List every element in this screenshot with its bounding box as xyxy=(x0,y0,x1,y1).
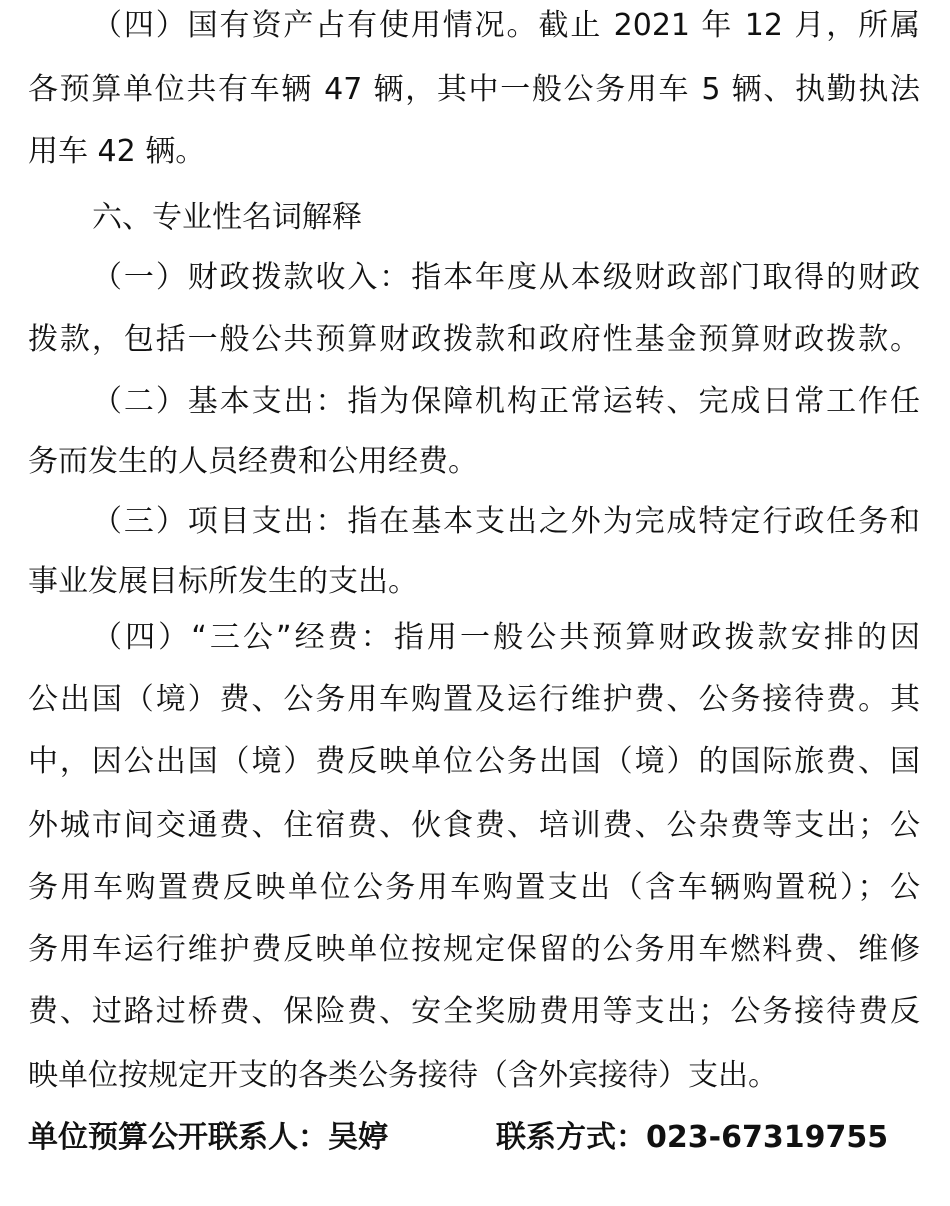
text-line-15: 务用车购置费反映单位公务用车购置支出（含车辆购置税）；公 xyxy=(28,870,920,905)
text-line-1: （四）国有资产占有使用情况。截止 2021 年 12 月，所属 xyxy=(92,8,920,43)
text-line-12: 公出国（境）费、公务用车购置及运行维护费、公务接待费。其 xyxy=(28,682,920,717)
contact-phone: 联系方式：023-67319755 xyxy=(496,1120,889,1155)
text-line-13: 中，因公出国（境）费反映单位公务出国（境）的国际旅费、国 xyxy=(28,744,920,779)
text-line-6: 拨款，包括一般公共预算财政拨款和政府性基金预算财政拨款。 xyxy=(28,322,920,357)
text-line-2: 各预算单位共有车辆 47 辆，其中一般公务用车 5 辆、执勤执法 xyxy=(28,72,920,107)
text-line-5: （一）财政拨款收入：指本年度从本级财政部门取得的财政 xyxy=(92,260,920,295)
text-line-17: 费、过路过桥费、保险费、安全奖励费用等支出；公务接待费反 xyxy=(28,994,920,1029)
text-line-7: （二）基本支出：指为保障机构正常运转、完成日常工作任 xyxy=(92,384,920,419)
text-line-16: 务用车运行维护费反映单位按规定保留的公务用车燃料费、维修 xyxy=(28,932,920,967)
text-line-10: 事业发展目标所发生的支出。 xyxy=(28,564,418,599)
text-line-8: 务而发生的人员经费和公用经费。 xyxy=(28,444,478,479)
contact-person: 单位预算公开联系人：吴婷 xyxy=(28,1120,388,1155)
text-line-9: （三）项目支出：指在基本支出之外为完成特定行政任务和 xyxy=(92,504,920,539)
text-line-14: 外城市间交通费、住宿费、伙食费、培训费、公杂费等支出；公 xyxy=(28,808,920,843)
text-line-11: （四）“三公”经费：指用一般公共预算财政拨款安排的因 xyxy=(92,620,920,655)
text-line-18: 映单位按规定开支的各类公务接待（含外宾接待）支出。 xyxy=(28,1058,778,1093)
text-line-3: 用车 42 辆。 xyxy=(28,134,206,169)
section-heading: 六、专业性名词解释 xyxy=(92,200,362,235)
